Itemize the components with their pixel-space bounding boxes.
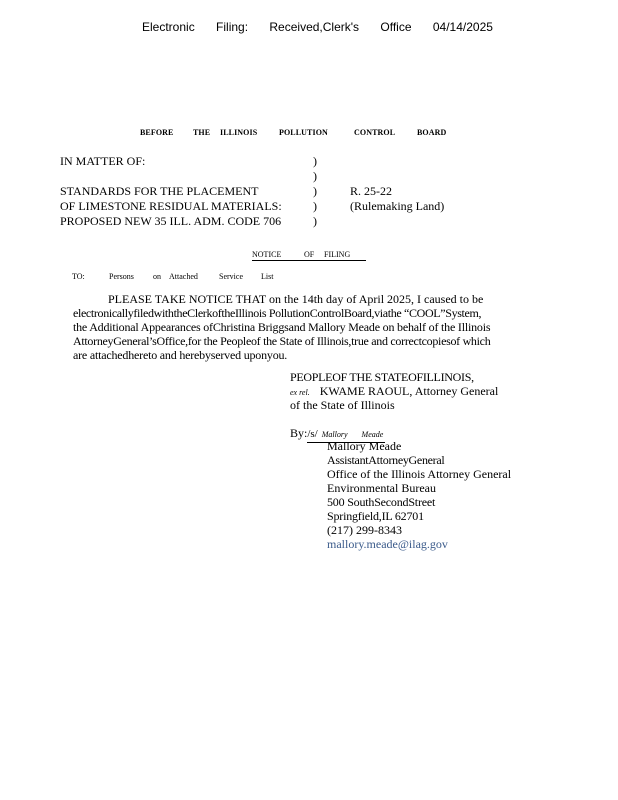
by-label: By: [290, 426, 308, 440]
notice-of-filing-heading [252, 250, 366, 261]
caption-paren: ) [313, 169, 317, 183]
caption-title-line: OF LIMESTONE RESIDUAL MATERIALS: [60, 199, 282, 213]
ex-rel: ex rel. [290, 388, 310, 397]
body-line: PLEASE TAKE NOTICE THAT on the 14th day of April 2025, I caused to be [108, 292, 484, 306]
board-heading-word: POLLUTION [279, 128, 328, 137]
caption-paren: ) [313, 154, 317, 168]
body-line: are attachedhereto and herebyserved uponyou. [73, 348, 288, 362]
notice-word: FILING [324, 250, 351, 259]
attorney-general-name: KWAME RAOUL, Attorney General [319, 384, 499, 398]
filing-stamp-word: Received,Clerk's [269, 20, 360, 34]
board-heading [140, 128, 446, 137]
signer-email-link[interactable]: mallory.meade@ilag.gov [327, 537, 448, 551]
signer-office: Office of the Illinois Attorney General [327, 467, 512, 481]
docket-number: R. 25-22 [350, 184, 392, 198]
to-word: Persons [109, 272, 134, 281]
board-heading-word: THE [193, 128, 211, 137]
board-heading-word: BOARD [417, 128, 447, 137]
signer-name: Mallory Meade [327, 439, 402, 453]
caption-in-matter: IN MATTER OF: [60, 154, 146, 168]
to-line [72, 272, 273, 281]
signature-word: Mallory [321, 430, 348, 439]
to-word: Service [219, 272, 243, 281]
to-word: Attached [169, 272, 198, 281]
caption-title-line: PROPOSED NEW 35 ILL. ADM. CODE 706 [60, 214, 282, 228]
notice-word: OF [304, 250, 315, 259]
signer-city: Springfield,IL 62701 [327, 509, 424, 523]
caption-paren: ) [313, 214, 317, 228]
board-heading-word: ILLINOIS [220, 128, 258, 137]
signer-address: 500 SouthSecondStreet [327, 495, 436, 509]
notice-word: NOTICE [252, 250, 282, 259]
signer-phone: (217) 299-8343 [327, 523, 402, 537]
state-line: of the State of Illinois [290, 398, 395, 412]
filing-stamp-word: Filing: [216, 20, 249, 34]
docket-type: (Rulemaking Land) [350, 199, 445, 213]
board-heading-word: CONTROL [354, 128, 396, 137]
body-line: the Additional Appearances ofChristina Briggsand Mallory Meade on behalf of the Illinois [73, 320, 491, 334]
body-line: AttorneyGeneral’sOffice,for the Peopleof the State of Illinois,true and correctcopiesof which [73, 334, 491, 348]
filing-stamp-word: Electronic [142, 20, 195, 34]
to-word: List [261, 272, 274, 281]
signer-title: AssistantAttorneyGeneral [327, 453, 445, 467]
to-word: on [153, 272, 161, 281]
filing-stamp-date: 04/14/2025 [432, 20, 493, 34]
filing-stamp-word: Office [380, 20, 412, 34]
caption-paren: ) [313, 184, 317, 198]
people-of-state: PEOPLEOF THE STATEOFILLINOIS, [290, 370, 474, 384]
signature-word: Meade [361, 430, 384, 439]
body-line: electronicallyfiledwiththeClerkoftheIllinois PollutionControlBoard,viathe “COOL”System, [73, 306, 482, 320]
filing-stamp [142, 20, 511, 34]
signer-bureau: Environmental Bureau [327, 481, 436, 495]
board-heading-word: BEFORE [140, 128, 174, 137]
caption-title-line: STANDARDS FOR THE PLACEMENT [60, 184, 259, 198]
caption-paren: ) [313, 199, 317, 213]
slash-s: /s/ [307, 428, 318, 440]
to-word: TO: [72, 272, 85, 281]
